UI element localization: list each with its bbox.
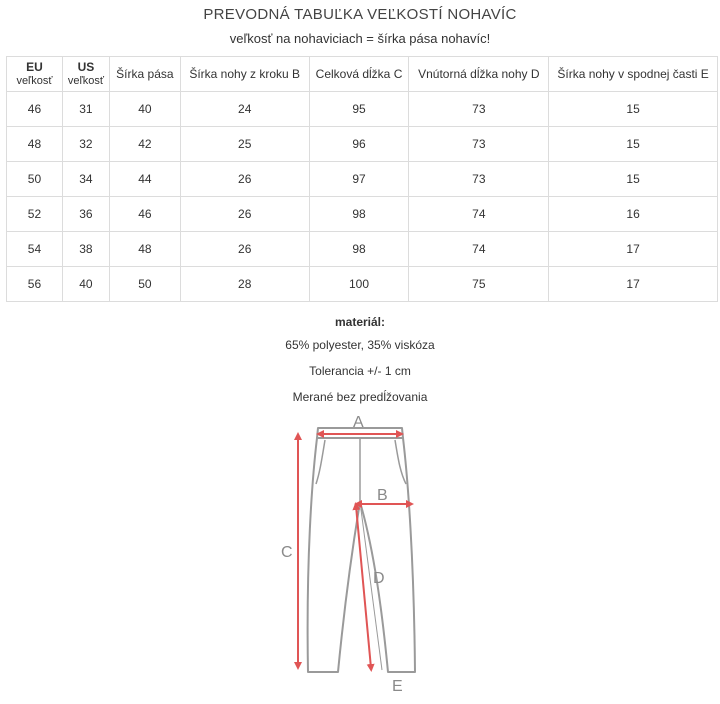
cell-crotch-width: 24 bbox=[180, 92, 309, 127]
cell-inseam: 73 bbox=[409, 92, 549, 127]
label-b: B bbox=[377, 487, 388, 504]
cell-us: 40 bbox=[62, 267, 109, 302]
cell-waist: 42 bbox=[109, 127, 180, 162]
cell-hem-width: 17 bbox=[549, 232, 718, 267]
tolerance-note: Tolerancia +/- 1 cm bbox=[309, 364, 411, 378]
trousers-measurement-diagram bbox=[270, 410, 450, 700]
measured-note: Merané bez predĺžovania bbox=[292, 390, 428, 404]
material-label: materiál: bbox=[334, 315, 386, 329]
cell-eu: 56 bbox=[7, 267, 63, 302]
cell-us: 32 bbox=[62, 127, 109, 162]
cell-crotch-width: 25 bbox=[180, 127, 309, 162]
table-row bbox=[7, 267, 718, 302]
cell-us: 31 bbox=[62, 92, 109, 127]
cell-eu: 50 bbox=[7, 162, 63, 197]
col-header-eu-sub: veľkosť bbox=[16, 75, 53, 87]
cell-total-length: 98 bbox=[309, 197, 409, 232]
cell-hem-width: 15 bbox=[549, 92, 718, 127]
col-header-eu bbox=[7, 57, 63, 92]
col-header-waist: Šírka pása bbox=[109, 57, 180, 92]
col-header-us-sub: veľkosť bbox=[67, 75, 104, 87]
cell-hem-width: 17 bbox=[549, 267, 718, 302]
cell-waist: 40 bbox=[109, 92, 180, 127]
cell-inseam: 74 bbox=[409, 197, 549, 232]
cell-hem-width: 15 bbox=[549, 162, 718, 197]
cell-total-length: 96 bbox=[309, 127, 409, 162]
cell-crotch-width: 26 bbox=[180, 197, 309, 232]
cell-waist: 46 bbox=[109, 197, 180, 232]
col-header-crotch-width: Šírka nohy z kroku B bbox=[180, 57, 309, 92]
table-row bbox=[7, 162, 718, 197]
label-d: D bbox=[373, 570, 385, 587]
cell-inseam: 73 bbox=[409, 127, 549, 162]
cell-total-length: 100 bbox=[309, 267, 409, 302]
cell-total-length: 97 bbox=[309, 162, 409, 197]
cell-us: 38 bbox=[62, 232, 109, 267]
col-header-eu-main: EU bbox=[26, 60, 43, 74]
cell-us: 34 bbox=[62, 162, 109, 197]
cell-waist: 48 bbox=[109, 232, 180, 267]
page-subtitle: veľkosť na nohaviciach = šírka pása nohavíc! bbox=[229, 31, 491, 46]
cell-crotch-width: 26 bbox=[180, 162, 309, 197]
table-row bbox=[7, 92, 718, 127]
cell-hem-width: 15 bbox=[549, 127, 718, 162]
cell-total-length: 98 bbox=[309, 232, 409, 267]
col-header-hem-width: Šírka nohy v spodnej časti E bbox=[549, 57, 718, 92]
cell-inseam: 75 bbox=[409, 267, 549, 302]
cell-total-length: 95 bbox=[309, 92, 409, 127]
col-header-total-length: Celková dĺžka C bbox=[309, 57, 409, 92]
table-header-row bbox=[7, 57, 718, 92]
cell-inseam: 73 bbox=[409, 162, 549, 197]
cell-eu: 48 bbox=[7, 127, 63, 162]
col-header-us-main: US bbox=[77, 60, 95, 74]
material-value: 65% polyester, 35% viskóza bbox=[285, 338, 435, 352]
table-row bbox=[7, 197, 718, 232]
cell-us: 36 bbox=[62, 197, 109, 232]
cell-hem-width: 16 bbox=[549, 197, 718, 232]
cell-eu: 54 bbox=[7, 232, 63, 267]
size-table bbox=[6, 56, 718, 302]
cell-crotch-width: 28 bbox=[180, 267, 309, 302]
cell-eu: 52 bbox=[7, 197, 63, 232]
table-row bbox=[7, 127, 718, 162]
cell-inseam: 74 bbox=[409, 232, 549, 267]
col-header-us bbox=[62, 57, 109, 92]
label-a: A bbox=[353, 414, 364, 431]
table-row bbox=[7, 232, 718, 267]
label-e: E bbox=[392, 678, 403, 695]
cell-eu: 46 bbox=[7, 92, 63, 127]
col-header-inseam: Vnútorná dĺžka nohy D bbox=[409, 57, 549, 92]
label-c: C bbox=[281, 544, 293, 561]
cell-waist: 44 bbox=[109, 162, 180, 197]
page-title: PREVODNÁ TABUĽKA VEĽKOSTÍ NOHAVÍC bbox=[203, 6, 517, 23]
cell-waist: 50 bbox=[109, 267, 180, 302]
cell-crotch-width: 26 bbox=[180, 232, 309, 267]
